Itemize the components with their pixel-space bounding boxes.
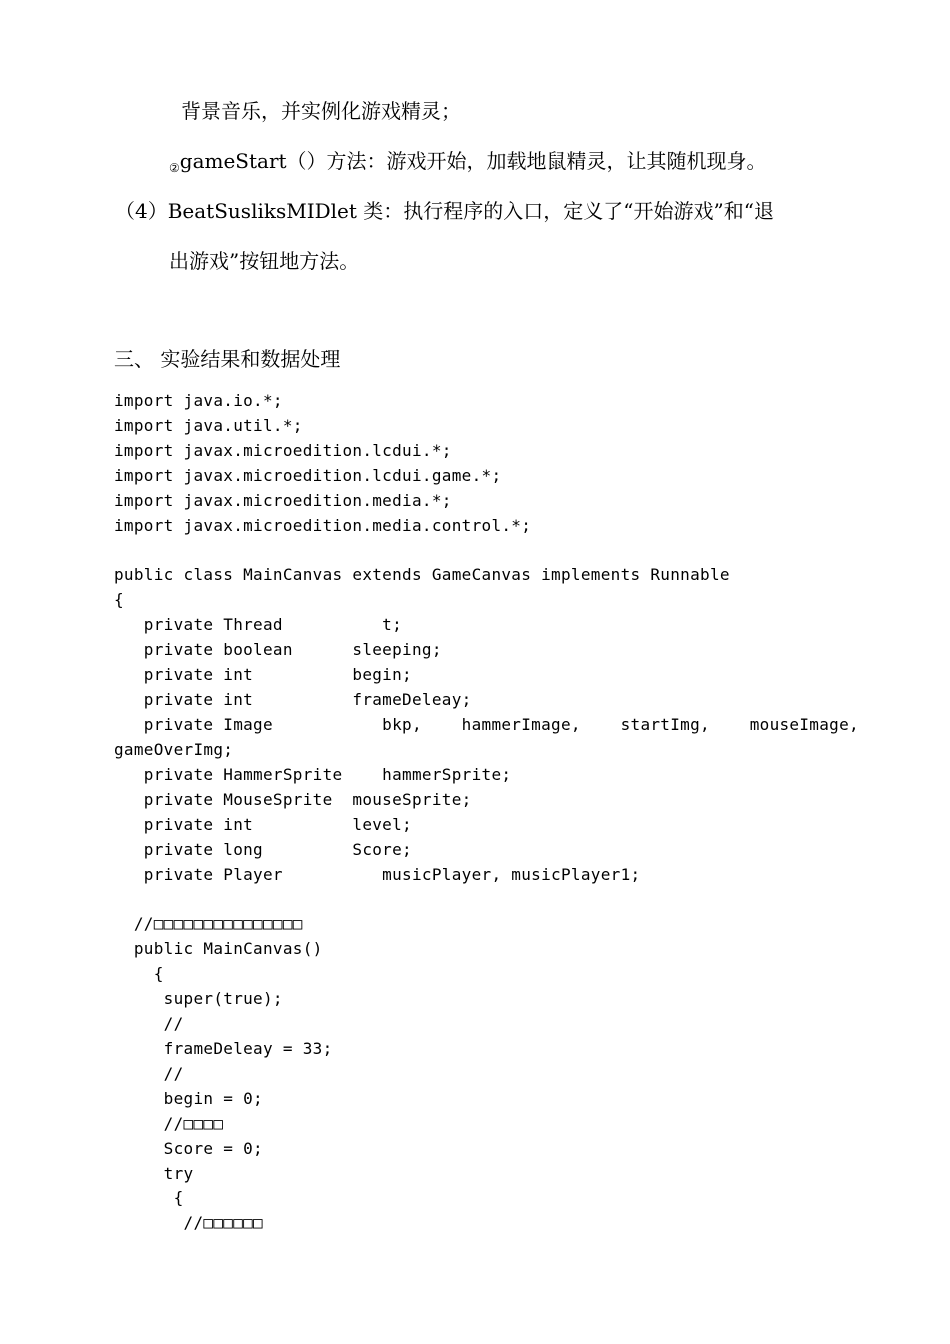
code-line: { [114, 1188, 184, 1207]
code-line: //□□□□ [114, 1114, 224, 1133]
code-line: private int begin; [114, 665, 412, 684]
prose-line-2-text: gameStart（）方法：游戏开始，加载地鼠精灵，让其随机现身。 [179, 149, 767, 173]
code-line: import javax.microedition.lcdui.*; [114, 441, 452, 460]
code-line: private boolean sleeping; [114, 640, 442, 659]
code-line: public MainCanvas() [114, 939, 323, 958]
prose-line-2 [169, 151, 767, 174]
code-line: super(true); [114, 989, 283, 1008]
prose-line-3: （4）BeatSusliksMIDlet 类：执行程序的入口，定义了“开始游戏”和“退 [115, 199, 774, 223]
section-heading: 三、 实验结果和数据处理 [114, 347, 341, 371]
code-line: private Thread t; [114, 615, 403, 634]
code-line: private Image bkp, hammerImage, startImg, mouseImage, [114, 715, 859, 734]
code-line: private HammerSprite hammerSprite; [114, 765, 512, 784]
code-line: private int level; [114, 815, 412, 834]
code-line: import javax.microedition.media.control.*; [114, 516, 532, 535]
code-line: import javax.microedition.media.*; [114, 491, 452, 510]
prose-line-4: 出游戏”按钮地方法。 [169, 249, 360, 273]
code-line: { [114, 964, 164, 983]
code-line: //□□□□□□□□□□□□□□□ [114, 914, 303, 933]
circled-number-marker: ② [169, 161, 180, 175]
code-line: frameDeleay = 33; [114, 1039, 333, 1058]
code-line: private long Score; [114, 840, 412, 859]
code-line: Score = 0; [114, 1139, 263, 1158]
code-line: // [114, 1014, 184, 1033]
code-line: import java.io.*; [114, 391, 283, 410]
code-line: import javax.microedition.lcdui.game.*; [114, 466, 502, 485]
code-line: import java.util.*; [114, 416, 303, 435]
code-line: private MouseSprite mouseSprite; [114, 790, 472, 809]
code-line: gameOverImg; [114, 740, 234, 759]
code-line: //□□□□□□ [114, 1213, 263, 1232]
prose-line-1: 背景音乐，并实例化游戏精灵； [181, 99, 461, 123]
code-line: { [114, 590, 124, 609]
code-line: private int frameDeleay; [114, 690, 472, 709]
code-line: // [114, 1064, 184, 1083]
code-line: public class MainCanvas extends GameCanvas implements Runnable [114, 565, 730, 584]
code-line: try [114, 1164, 194, 1183]
code-line: private Player musicPlayer, musicPlayer1; [114, 865, 641, 884]
code-line: begin = 0; [114, 1089, 263, 1108]
